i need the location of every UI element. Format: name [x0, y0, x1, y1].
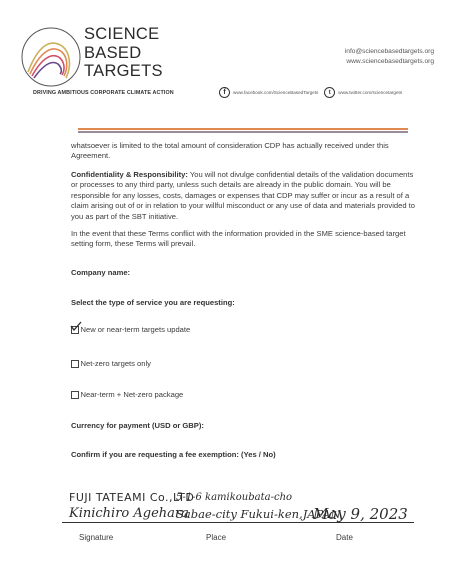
paragraph-confidentiality	[71, 170, 416, 222]
brand-line-2: BASED	[84, 43, 142, 62]
social-links	[219, 87, 402, 98]
option-package[interactable]	[71, 390, 183, 399]
checkbox-package[interactable]	[71, 391, 79, 399]
option-package-label: Near-term + Net-zero package	[80, 390, 184, 399]
option-near-term-label: New or near-term targets update	[80, 325, 191, 334]
handwritten-address: 5-1-6 kamikoubata-cho	[176, 492, 293, 503]
place-label: Place	[206, 533, 227, 542]
confidentiality-heading: Confidentiality & Responsibility:	[71, 170, 188, 179]
signature-line	[62, 522, 414, 523]
currency-label: Currency for payment (USD or GBP):	[71, 421, 204, 430]
brand-line-3: TARGETS	[84, 62, 163, 80]
twitter-link[interactable]: www.twitter.com/sciencetargets	[338, 90, 403, 95]
date-label: Date	[336, 533, 353, 542]
handwritten-date: May 9, 2023	[313, 505, 408, 523]
handwritten-signature: Kinichiro Agehara	[69, 506, 189, 521]
contact-block	[345, 47, 434, 67]
check-mark-icon	[70, 321, 82, 331]
handwritten-place: Sabae-city Fukui-ken,JAPAN	[176, 507, 341, 521]
brand-line-1: SCIENCE	[84, 25, 160, 43]
tagline: DRIVING AMBITIOUS CORPORATE CLIMATE ACTION	[33, 90, 174, 96]
option-net-zero-label: Net-zero targets only	[80, 359, 151, 368]
sbt-logo-icon	[20, 26, 82, 88]
header-divider-grey	[78, 131, 408, 133]
fee-exemption-label: Confirm if you are requesting a fee exemption: (Yes / No)	[71, 450, 276, 459]
header-divider-orange	[78, 128, 408, 130]
paragraph-liability: whatsoever is limited to the total amount of consideration CDP has actually received under this Agreement.	[71, 141, 389, 161]
option-near-term[interactable]	[71, 325, 190, 334]
confidentiality-text: You will not divulge confidential details of the validation documents or processes to any third party, unless such details are already in the public domain. You will be responsible for any losses, costs, damages or expenses that CDP may suffer or incur as a result of a claim arising out of or in relation to your willful misconduct or any use of data and materials provided to you as part of the SBT initiative.	[71, 170, 415, 221]
twitter-icon: t	[324, 87, 335, 98]
handwritten-company-name: FUJI TATEAMI Co.,LTD	[69, 491, 195, 504]
company-name-label: Company name:	[71, 268, 131, 277]
website-link[interactable]: www.sciencebasedtargets.org	[346, 57, 434, 65]
email-link[interactable]: info@sciencebasedtargets.org	[344, 48, 434, 55]
paragraph-terms-conflict: In the event that these Terms conflict with the information provided in the SME science-based target setting form, these Terms will prevail.	[71, 229, 406, 249]
brand-wordmark	[84, 26, 163, 82]
service-type-label: Select the type of service you are requesting:	[71, 298, 235, 307]
facebook-link[interactable]: www.facebook.com/ScienceBasedTargets	[233, 90, 319, 95]
option-net-zero[interactable]	[71, 359, 151, 368]
signature-label: Signature	[79, 533, 114, 542]
checkbox-net-zero[interactable]	[71, 360, 79, 368]
facebook-icon: f	[219, 87, 230, 98]
